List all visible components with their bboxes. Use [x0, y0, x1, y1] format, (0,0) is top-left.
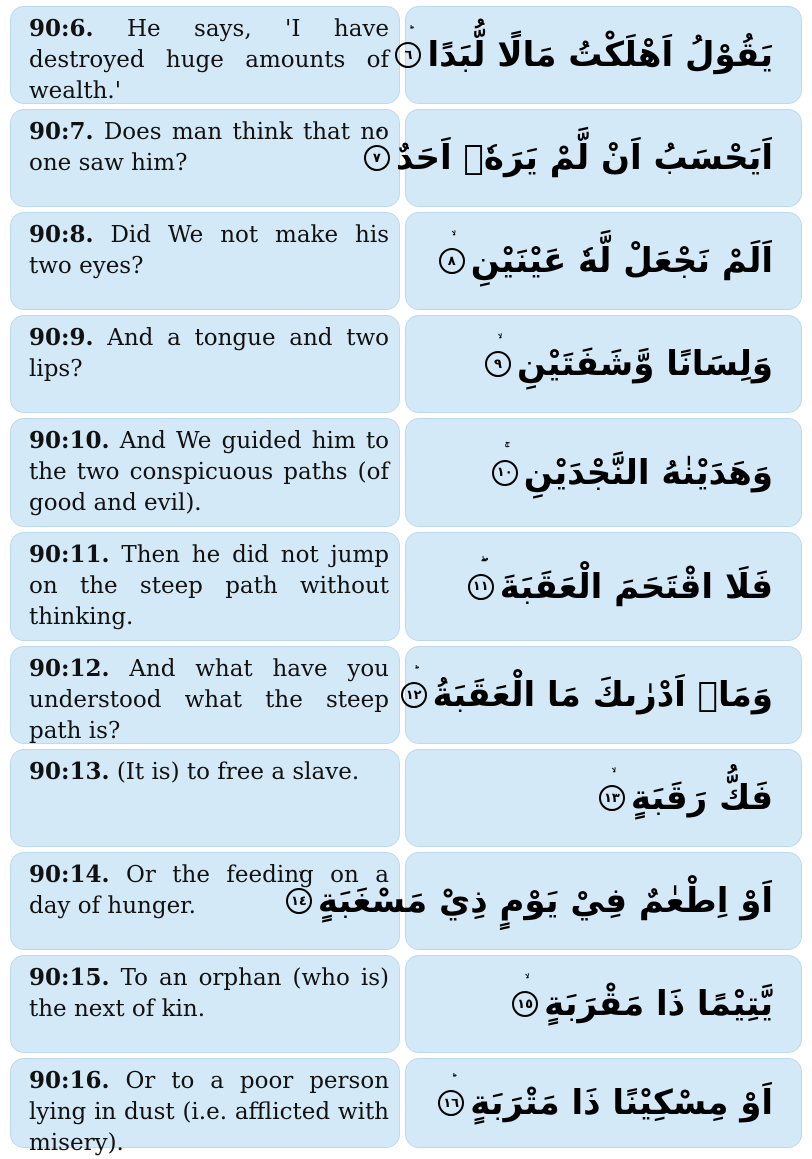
ayah-number-marker: [512, 991, 538, 1017]
translation: And a tongue and two lips?: [29, 325, 390, 382]
verse-reference: 90:11.: [29, 541, 110, 568]
verse-row: [10, 646, 802, 744]
verse-reference: 90:12.: [29, 655, 110, 682]
arabic-text: اَيَحْسَبُ اَنْ لَّمْ يَرَهٗۤ اَحَدٌ: [395, 138, 773, 178]
arabic-verse-cell: [405, 6, 802, 104]
arabic-text: اَوْ اِطْعٰمٌ فِيْ يَوْمٍ ذِيْ مَسْغَبَةٍ: [317, 881, 773, 921]
ayah-number-marker: [401, 682, 427, 708]
ayah-number-marker: [364, 145, 390, 171]
ayah-number: ١٠: [496, 465, 513, 480]
arabic-verse: [439, 239, 773, 283]
arabic-verse-cell: [290, 852, 802, 950]
verse-row: [10, 1058, 802, 1156]
verse-reference: 90:9.: [29, 324, 94, 351]
translation-text: [29, 219, 389, 282]
arabic-verse: [485, 342, 773, 386]
english-translation-cell: [10, 1058, 400, 1156]
translation: And what have you understood what the steep path is?: [29, 656, 389, 744]
translation-text: [29, 962, 389, 1025]
arabic-text: وَمَاۤ اَدْرٰىكَ مَا الْعَقَبَةُ: [432, 675, 773, 715]
verse-row: [10, 6, 802, 104]
ayah-number: ١١: [472, 579, 489, 594]
ayah-number-marker: [599, 785, 625, 811]
verse-reference: 90:10.: [29, 427, 110, 454]
ayah-number: ٨: [447, 253, 456, 269]
arabic-verse-cell: [372, 109, 802, 207]
ayah-number-marker: [439, 248, 465, 274]
arabic-text: وَلِسَانًا وَّشَفَتَيْنِ: [516, 344, 773, 384]
ayah-number: ١٢: [405, 687, 422, 703]
verse-reference: 90:14.: [29, 861, 110, 888]
verse-reference: 90:16.: [29, 1067, 110, 1094]
arabic-verse: [438, 1081, 773, 1125]
verse-row: [10, 532, 802, 641]
translation-text: [29, 13, 389, 107]
arabic-verse: [599, 776, 773, 820]
english-translation-cell: [10, 749, 400, 847]
translation: And We guided him to the two conspicuous paths (of good and evil).: [29, 428, 389, 516]
translation: (It is) to free a slave.: [116, 759, 360, 785]
english-translation-cell: [10, 212, 400, 310]
verse-row: [10, 315, 802, 413]
ayah-number: ١٤: [290, 893, 307, 909]
ayah-number: ١٦: [443, 1095, 460, 1111]
translation: Then he did not jump on the steep path without thinking.: [29, 542, 389, 630]
arabic-verse: [512, 982, 773, 1026]
verse-reference: 90:13.: [29, 758, 110, 785]
english-translation-cell: [10, 418, 400, 527]
translation: Did We not make his two eyes?: [29, 222, 390, 279]
arabic-text: يَقُوْلُ اَهْلَكْتُ مَالًا لُّبَدًا: [427, 35, 773, 75]
verse-reference: 90:6.: [29, 15, 94, 42]
ayah-number: ٧: [372, 150, 381, 166]
verse-row: [10, 418, 802, 527]
verse-row: [10, 852, 802, 950]
arabic-text: اَلَمْ نَجْعَلْ لَّهٗ عَيْنَيْنِ: [470, 241, 773, 281]
english-translation-cell: [10, 6, 400, 104]
ayah-number: ١٣: [603, 790, 620, 806]
translation-text: [29, 756, 389, 788]
arabic-verse-cell: [405, 1058, 802, 1148]
arabic-verse: [468, 565, 773, 609]
english-translation-cell: [10, 109, 400, 207]
ayah-number-marker: [492, 460, 518, 486]
arabic-text: يَّتِيْمًا ذَا مَقْرَبَةٍ: [544, 984, 773, 1024]
translation-text: [29, 539, 389, 633]
translation: Does man think that no one saw him?: [29, 119, 389, 176]
arabic-text: فَلَا اقْتَحَمَ الْعَقَبَةَ: [499, 566, 773, 607]
arabic-text: اَوْ مِسْكِيْنًا ذَا مَتْرَبَةٍ: [470, 1083, 773, 1123]
verse-row: [10, 109, 802, 207]
arabic-verse: [364, 136, 773, 180]
arabic-verse-cell: [405, 955, 802, 1053]
translation: To an orphan (who is) the next of kin.: [29, 965, 390, 1022]
verse-reference: 90:7.: [29, 118, 94, 145]
ayah-number-marker: [485, 351, 511, 377]
arabic-text: وَهَدَيْنٰهُ النَّجْدَيْنِ: [523, 452, 773, 493]
english-translation-cell: [10, 532, 400, 641]
verse-row: [10, 955, 802, 1053]
translation-text: [29, 425, 389, 519]
arabic-verse-cell: [405, 212, 802, 310]
english-translation-cell: [10, 315, 400, 413]
ayah-number: ٦: [404, 47, 413, 63]
translation-text: [29, 653, 389, 747]
arabic-verse-cell: [405, 418, 802, 527]
translation-text: [29, 322, 389, 385]
arabic-verse: [492, 451, 773, 495]
translation-text: [29, 116, 389, 179]
ayah-number-marker: [468, 574, 494, 600]
ayah-number-marker: [438, 1090, 464, 1116]
translation: Or the feeding on a day of hunger.: [29, 862, 389, 919]
arabic-verse: [395, 33, 773, 77]
arabic-verse: [286, 879, 773, 923]
ayah-number-marker: [395, 42, 421, 68]
ayah-number-marker: [286, 888, 312, 914]
english-translation-cell: [10, 955, 400, 1053]
ayah-number: ٩: [494, 356, 502, 372]
arabic-verse-cell: [405, 646, 802, 744]
arabic-verse: [401, 673, 773, 717]
verse-row: [10, 212, 802, 310]
translation: He says, 'I have destroyed huge amounts of wealth.': [29, 16, 390, 104]
ayah-number: ١٥: [517, 996, 534, 1012]
arabic-verse-cell: [405, 532, 802, 641]
translation-text: [29, 1065, 389, 1159]
verse-row: [10, 749, 802, 847]
verse-reference: 90:15.: [29, 964, 110, 991]
arabic-verse-cell: [405, 315, 802, 413]
arabic-text: فَكُّ رَقَبَةٍ: [630, 778, 773, 818]
arabic-verse-cell: [405, 749, 802, 847]
english-translation-cell: [10, 646, 400, 744]
verse-reference: 90:8.: [29, 221, 94, 248]
translation: Or to a poor person lying in dust (i.e. afflicted with misery).: [29, 1068, 390, 1156]
